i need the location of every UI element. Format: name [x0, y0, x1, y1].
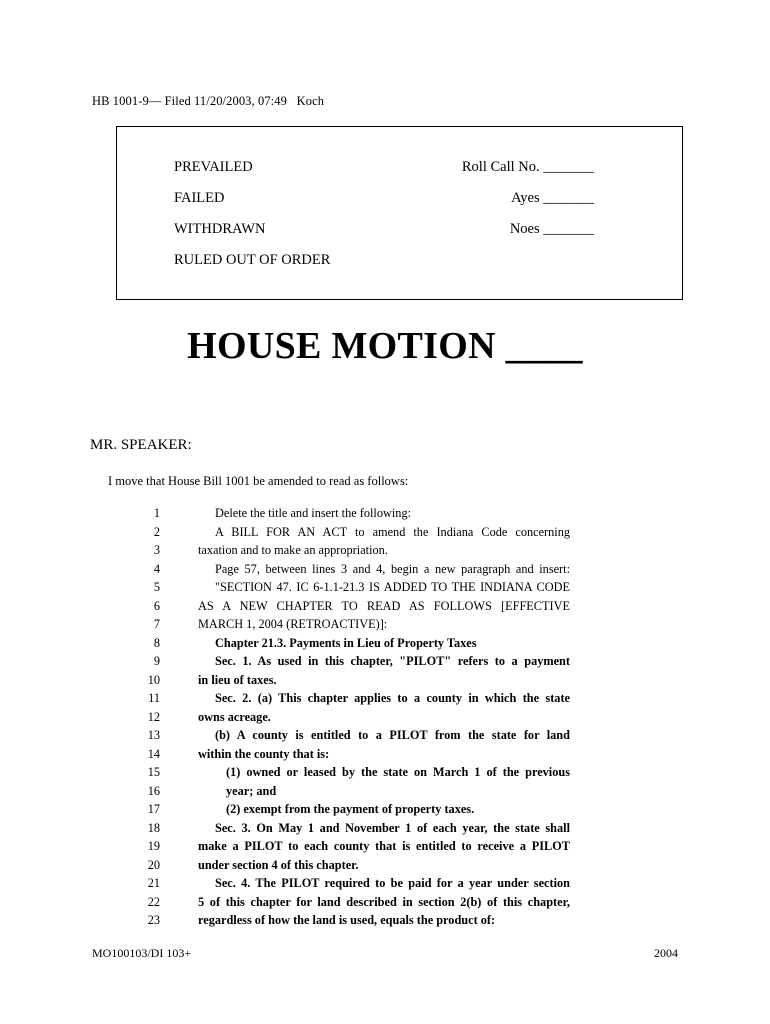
line-number: 12: [147, 709, 160, 724]
line-number: 15: [147, 765, 160, 779]
line-number: 4: [153, 561, 160, 576]
numbered-line: [0, 895, 770, 914]
line-text: MARCH 1, 2004 (RETROACTIVE)]:: [198, 617, 388, 631]
line-text: Sec. 4. The PILOT required to be paid for a year under section: [215, 876, 570, 890]
status-options: [174, 158, 330, 282]
document-year: 2004: [654, 946, 678, 960]
line-number: 17: [147, 802, 160, 816]
line-number: 14: [147, 746, 160, 761]
status-failed: FAILED: [174, 190, 225, 206]
numbered-line: [0, 765, 770, 784]
numbered-line: [0, 710, 770, 729]
line-text: Sec. 3. On May 1 and November 1 of each year, the state shall: [215, 820, 570, 835]
filing-header: HB 1001-9— Filed 11/20/2003, 07:49 Koch: [92, 94, 325, 108]
line-number: 20: [147, 857, 160, 872]
numbered-line: [0, 728, 770, 747]
line-number: 22: [147, 894, 160, 909]
line-number: 16: [147, 783, 160, 798]
line-text: Delete the title and insert the following:: [215, 506, 412, 520]
numbered-line: [0, 858, 770, 877]
numbered-line: [0, 821, 770, 840]
numbered-line: [0, 617, 770, 636]
line-text: (2) exempt from the payment of property taxes.: [226, 802, 475, 816]
numbered-line: [0, 636, 770, 655]
page-title: HOUSE MOTION ____: [187, 325, 583, 367]
motion-status-box: [116, 126, 683, 300]
line-text: within the county that is:: [198, 746, 330, 761]
line-text: Page 57, between lines 3 and 4, begin a new paragraph and insert:: [215, 561, 570, 576]
numbered-line: [0, 876, 770, 895]
line-text: taxation and to make an appropriation.: [198, 543, 388, 557]
numbered-line: [0, 747, 770, 766]
line-number: 8: [153, 635, 160, 650]
numbered-line: [0, 673, 770, 692]
numbered-line: [0, 506, 770, 525]
line-number: 23: [147, 913, 160, 927]
numbered-line: [0, 839, 770, 858]
line-text: make a PILOT to each county that is entitled to receive a PILOT: [198, 839, 570, 853]
line-text: regardless of how the land is used, equals the product of:: [198, 913, 496, 927]
vote-tally: [462, 158, 594, 251]
line-number: 13: [147, 728, 160, 742]
line-number: 1: [153, 506, 160, 520]
line-number: 10: [147, 672, 160, 687]
status-prevailed: PREVAILED: [174, 159, 253, 175]
numbered-line: [0, 784, 770, 803]
line-text: Sec. 2. (a) This chapter applies to a county in which the state: [215, 691, 570, 705]
line-text: (b) A county is entitled to a PILOT from the state for land: [215, 728, 570, 742]
line-number: 18: [147, 820, 160, 835]
line-number: 2: [153, 524, 160, 539]
numbered-line: [0, 802, 770, 821]
line-number: 3: [153, 543, 160, 557]
numbered-line: [0, 580, 770, 599]
numbered-line: [0, 654, 770, 673]
line-text: "SECTION 47. IC 6-1.1-21.3 IS ADDED TO THE INDIANA CODE: [215, 580, 570, 594]
line-text: owns acreage.: [198, 709, 271, 724]
line-text: (1) owned or leased by the state on March 1 of the previous: [226, 765, 570, 779]
status-withdrawn: WITHDRAWN: [174, 221, 266, 237]
line-text: 5 of this chapter for land described in section 2(b) of this chapter,: [198, 894, 570, 909]
line-number: 11: [148, 691, 160, 705]
line-number: 9: [153, 654, 160, 668]
line-text: Chapter 21.3. Payments in Lieu of Property Taxes: [215, 635, 477, 650]
motion-intro: I move that House Bill 1001 be amended to read as follows:: [108, 474, 409, 488]
numbered-line: [0, 543, 770, 562]
noes-count: Noes _______: [509, 221, 594, 237]
line-text: in lieu of taxes.: [198, 672, 277, 687]
ayes-count: Ayes _______: [511, 190, 594, 206]
line-number: 21: [147, 876, 160, 890]
line-number: 7: [153, 617, 160, 631]
line-text: A BILL FOR AN ACT to amend the Indiana Code concerning: [215, 524, 570, 539]
line-number: 5: [153, 580, 160, 594]
status-ruled-out-of-order: RULED OUT OF ORDER: [174, 252, 331, 268]
line-number: 19: [147, 839, 160, 853]
roll-call-number: Roll Call No. _______: [461, 159, 594, 175]
salutation: MR. SPEAKER:: [90, 437, 192, 453]
numbered-line: [0, 525, 770, 544]
line-text: under section 4 of this chapter.: [198, 857, 359, 872]
numbered-line: [0, 562, 770, 581]
document-code: MO100103/DI 103+: [92, 946, 192, 960]
numbered-line: [0, 913, 770, 932]
line-text: year; and: [226, 783, 277, 798]
line-text: Sec. 1. As used in this chapter, "PILOT" refers to a payment: [215, 654, 570, 668]
numbered-line: [0, 691, 770, 710]
line-text: AS A NEW CHAPTER TO READ AS FOLLOWS [EFFECTIVE: [198, 598, 570, 613]
line-number: 6: [153, 598, 160, 613]
numbered-line: [0, 599, 770, 618]
